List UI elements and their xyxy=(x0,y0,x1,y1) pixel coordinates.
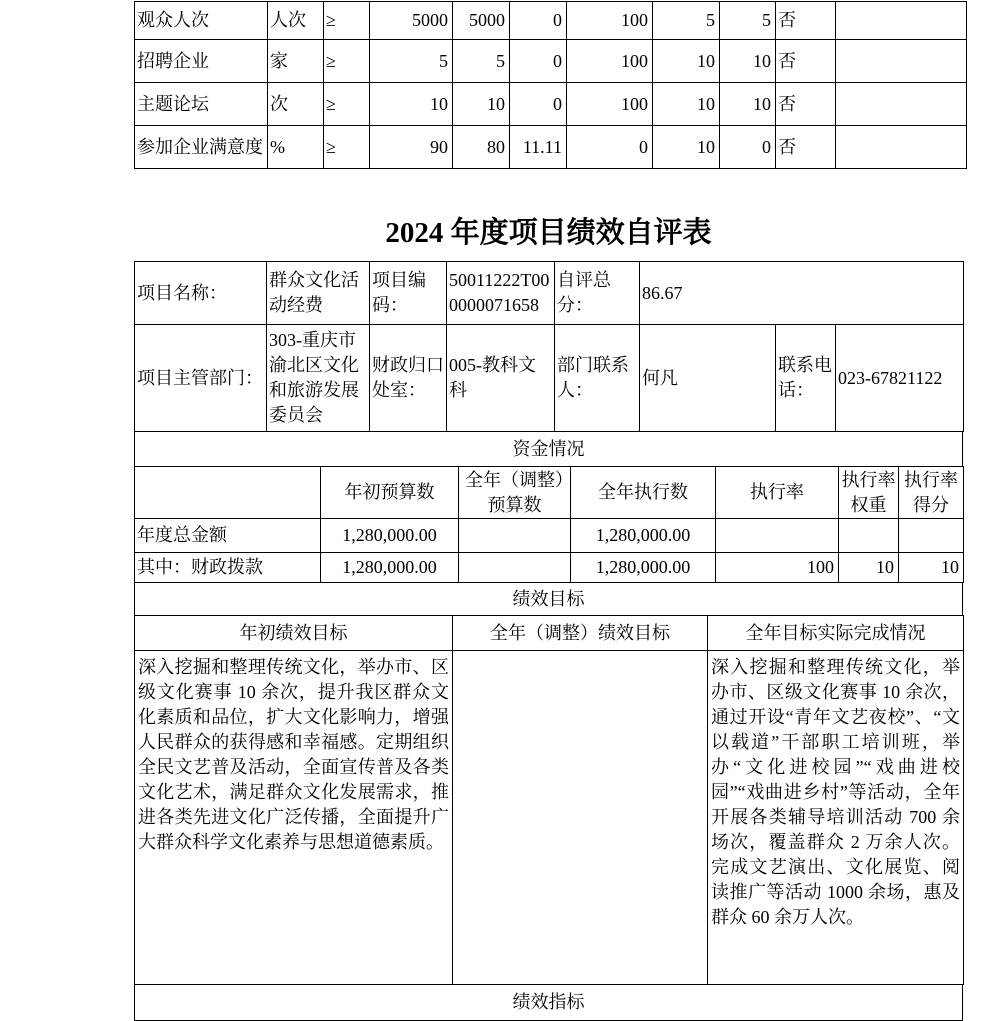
funds-header-rate-score: 执行率得分 xyxy=(899,467,964,519)
funds-total-row xyxy=(135,519,964,553)
funds-header-initial-budget: 年初预算数 xyxy=(321,467,459,519)
funds-initial-budget: 1,280,000.00 xyxy=(321,519,459,553)
funds-rate-weight: 10 xyxy=(839,553,899,583)
indicator-flag: 否 xyxy=(776,83,836,126)
indicator-name: 观众人次 xyxy=(135,2,268,40)
indicator-rate: 0 xyxy=(567,126,653,169)
indicator-score: 10 xyxy=(720,83,776,126)
funds-section-title: 资金情况 xyxy=(135,432,963,467)
indicator-row xyxy=(135,83,967,126)
funds-rate-score: 10 xyxy=(899,553,964,583)
project-name-value: 群众文化活动经费 xyxy=(267,262,370,325)
funds-executed: 1,280,000.00 xyxy=(571,553,716,583)
funds-adjusted-budget xyxy=(459,519,571,553)
indicator-note xyxy=(836,40,967,83)
funds-rate-weight xyxy=(839,519,899,553)
indicator-unit: 人次 xyxy=(268,2,324,40)
indicator-actual: 80 xyxy=(453,126,510,169)
indicator-operator: ≥ xyxy=(324,40,370,83)
funds-header-adjusted-budget: 全年（调整）预算数 xyxy=(459,467,571,519)
indicator-target: 90 xyxy=(370,126,453,169)
phone-value: 023-67821122 xyxy=(836,325,964,432)
project-info-section xyxy=(134,261,964,432)
funds-section-band xyxy=(134,431,963,467)
indicator-deviation: 0 xyxy=(510,2,567,40)
funds-header-execution-rate: 执行率 xyxy=(716,467,839,519)
indicator-row xyxy=(135,126,967,169)
indicator-weight: 10 xyxy=(653,83,720,126)
indicator-actual: 5 xyxy=(453,40,510,83)
indicator-unit: % xyxy=(268,126,324,169)
indicator-note xyxy=(836,83,967,126)
funds-execution-rate xyxy=(716,519,839,553)
funds-adjusted-budget xyxy=(459,553,571,583)
funds-header-row xyxy=(135,467,964,519)
indicator-name: 招聘企业 xyxy=(135,40,268,83)
funds-row-label: 年度总金额 xyxy=(135,519,321,553)
indicator-target: 5 xyxy=(370,40,453,83)
indicator-actual: 5000 xyxy=(453,2,510,40)
indicator-note xyxy=(836,2,967,40)
indicator-operator: ≥ xyxy=(324,83,370,126)
goals-section-title: 绩效目标 xyxy=(135,583,963,616)
funds-executed: 1,280,000.00 xyxy=(571,519,716,553)
contact-person-label: 部门联系人： xyxy=(555,325,640,432)
indicator-weight: 10 xyxy=(653,126,720,169)
funds-table xyxy=(134,466,964,583)
indicator-target: 5000 xyxy=(370,2,453,40)
indicator-target: 10 xyxy=(370,83,453,126)
goals-header-actual: 全年目标实际完成情况 xyxy=(708,616,964,651)
indicator-rate: 100 xyxy=(567,2,653,40)
funds-header-rate-weight: 执行率权重 xyxy=(839,467,899,519)
funds-row-label: 其中：财政拨款 xyxy=(135,553,321,583)
finance-office-label: 财政归口处室： xyxy=(370,325,447,432)
adjusted-goal-text xyxy=(453,651,708,985)
department-value: 303-重庆市渝北区文化和旅游发展委员会 xyxy=(267,325,370,432)
indicator-actual: 10 xyxy=(453,83,510,126)
indicators-section-title: 绩效指标 xyxy=(135,985,963,1021)
indicator-deviation: 0 xyxy=(510,40,567,83)
department-row xyxy=(135,325,964,432)
indicator-deviation: 0 xyxy=(510,83,567,126)
goals-section-band xyxy=(134,582,963,616)
project-name-row xyxy=(135,262,964,325)
actual-completion-text: 深入挖掘和整理传统文化，举办市、区级文化赛事 10 余次，通过开设“青年文艺夜校”、“文以载道”干部职工培训班，举办“文化进校园”“戏曲进校园”“戏曲进乡村”等活动，全年开展各类辅导培训活动 700 余场次，覆盖群众 2 万余人次。完成文艺演出、文化展览、阅读推广等活动 1000 余场，惠及群众 60 余万人次。 xyxy=(708,651,964,985)
indicator-operator: ≥ xyxy=(324,2,370,40)
project-name-label: 项目名称： xyxy=(135,262,267,325)
goals-header-initial: 年初绩效目标 xyxy=(135,616,453,651)
self-evaluation-table xyxy=(134,262,963,1021)
indicator-flag: 否 xyxy=(776,40,836,83)
indicator-operator: ≥ xyxy=(324,126,370,169)
funds-rate-score xyxy=(899,519,964,553)
indicator-flag: 否 xyxy=(776,2,836,40)
indicator-unit: 家 xyxy=(268,40,324,83)
indicator-row xyxy=(135,2,967,40)
contact-person-value: 何凡 xyxy=(640,325,776,432)
indicator-row xyxy=(135,40,967,83)
goals-table xyxy=(134,615,964,985)
indicator-weight: 10 xyxy=(653,40,720,83)
indicator-name: 参加企业满意度 xyxy=(135,126,268,169)
indicator-unit: 次 xyxy=(268,83,324,126)
indicator-score: 5 xyxy=(720,2,776,40)
funds-header-blank xyxy=(135,467,321,519)
funds-initial-budget: 1,280,000.00 xyxy=(321,553,459,583)
funds-execution-rate: 100 xyxy=(716,553,839,583)
indicator-rate: 100 xyxy=(567,40,653,83)
goals-body-row xyxy=(135,651,964,985)
indicator-table xyxy=(134,1,967,169)
indicator-note xyxy=(836,126,967,169)
indicator-weight: 5 xyxy=(653,2,720,40)
indicator-score: 10 xyxy=(720,40,776,83)
indicator-flag: 否 xyxy=(776,126,836,169)
self-score-value: 86.67 xyxy=(640,262,964,325)
indicator-deviation: 11.11 xyxy=(510,126,567,169)
department-label: 项目主管部门： xyxy=(135,325,267,432)
finance-office-value: 005-教科文科 xyxy=(447,325,555,432)
phone-label: 联系电话： xyxy=(776,325,836,432)
indicator-name: 主题论坛 xyxy=(135,83,268,126)
project-code-value: 50011222T000000071658 xyxy=(447,262,555,325)
project-code-label: 项目编码： xyxy=(370,262,447,325)
initial-goal-text: 深入挖掘和整理传统文化，举办市、区级文化赛事 10 余次，提升我区群众文化素质和品位，扩大文化影响力，增强人民群众的获得感和幸福感。定期组织全民文艺普及活动，全面宣传普及各类文化艺术，满足群众文化发展需求，推进各类先进文化广泛传播，全面提升广大群众科学文化素养与思想道德素质。 xyxy=(135,651,453,985)
funds-header-executed: 全年执行数 xyxy=(571,467,716,519)
page-title: 2024 年度项目绩效自评表 xyxy=(385,217,712,249)
goals-header-adjusted: 全年（调整）绩效目标 xyxy=(453,616,708,651)
indicator-score: 0 xyxy=(720,126,776,169)
self-score-label: 自评总分： xyxy=(555,262,640,325)
goals-header-row xyxy=(135,616,964,651)
indicator-rate: 100 xyxy=(567,83,653,126)
indicators-section-band xyxy=(134,984,963,1021)
funds-fiscal-row xyxy=(135,553,964,583)
